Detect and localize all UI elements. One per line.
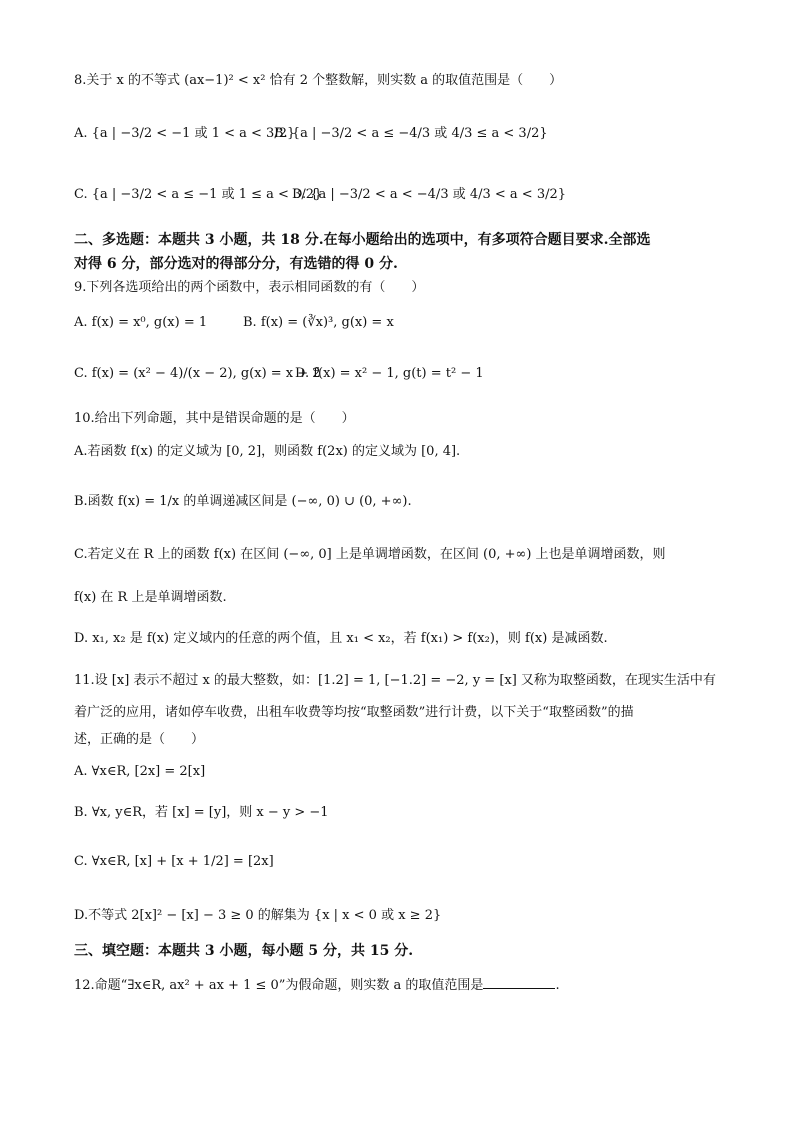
question-10-option-b: B.函数 f(x) = 1/x 的单调递减区间是 (−∞, 0) ∪ (0, +∞).: [74, 494, 412, 509]
question-8-option-b: B. {a | −3/2 < a ≤ −4/3 或 4/3 ≤ a < 3/2}: [274, 126, 548, 141]
question-11-option-d: D.不等式 2[x]² − [x] − 3 ≥ 0 的解集为 {x | x < 0 或 x ≥ 2}: [74, 908, 442, 923]
question-11-stem-line-1: 11.设 [x] 表示不超过 x 的最大整数，如：[1.2] = 1, [−1.2] = −2, y = [x] 又称为取整函数，在现实生活中有: [74, 673, 716, 688]
question-10-option-d: D. x₁, x₂ 是 f(x) 定义域内的任意的两个值，且 x₁ < x₂，若 f(x₁) > f(x₂)，则 f(x) 是减函数.: [74, 631, 608, 646]
question-12-line: [74, 974, 560, 996]
question-12-text: 12.命题“∃x∈R, ax² + ax + 1 ≤ 0”为假命题，则实数 a 的取值范围是: [74, 978, 484, 993]
question-10-option-c-line-2: f(x) 在 R 上是单调增函数.: [74, 590, 227, 605]
question-8-option-d: D. {a | −3/2 < a < −4/3 或 4/3 < a < 3/2}: [292, 187, 567, 202]
question-9-stem: 9.下列各选项给出的两个函数中，表示相同函数的有（ ）: [74, 280, 425, 295]
question-11-option-c: C. ∀x∈R, [x] + [x + 1/2] = [2x]: [74, 854, 274, 869]
question-11-option-b: B. ∀x, y∈R，若 [x] = [y]，则 x − y > −1: [74, 805, 329, 820]
question-11-option-a: A. ∀x∈R, [2x] = 2[x]: [74, 764, 206, 779]
question-12-answer-blank: [483, 974, 555, 989]
section-2-heading-line-2: 对得 6 分，部分选对的得部分分，有选错的得 0 分.: [74, 256, 398, 272]
question-10-option-a: A.若函数 f(x) 的定义域为 [0, 2]，则函数 f(2x) 的定义域为 [0, 4].: [74, 444, 461, 459]
question-9-option-c: C. f(x) = (x² − 4)/(x − 2), g(x) = x + 2: [74, 366, 321, 381]
question-12-period: .: [555, 978, 560, 993]
question-10-option-c-line-1: C.若定义在 R 上的函数 f(x) 在区间 (−∞, 0] 上是单调增函数，在区间 (0, +∞) 上也是单调增函数，则: [74, 547, 666, 562]
section-3-heading: 三、填空题：本题共 3 小题，每小题 5 分，共 15 分.: [74, 943, 414, 959]
question-9-option-d: D. f(x) = x² − 1, g(t) = t² − 1: [295, 366, 484, 381]
question-10-stem: 10.给出下列命题，其中是错误命题的是（ ）: [74, 411, 355, 426]
question-11-stem-line-2: 着广泛的应用，诸如停车收费，出租车收费等均按“取整函数”进行计费，以下关于“取整函数”的描: [74, 705, 634, 720]
question-9-option-b: B. f(x) = (∛x)³, g(x) = x: [243, 315, 394, 330]
question-8-option-a: A. {a | −3/2 < −1 或 1 < a < 3/2}: [74, 126, 296, 141]
question-9-option-a: A. f(x) = x⁰, g(x) = 1: [74, 315, 208, 330]
question-11-stem-line-3: 述，正确的是（ ）: [74, 732, 205, 747]
section-2-heading-line-1: 二、多选题：本题共 3 小题，共 18 分.在每小题给出的选项中，有多项符合题目要求.全部选: [74, 232, 651, 248]
question-8-option-c: C. {a | −3/2 < a ≤ −1 或 1 ≤ a < 3/2}: [74, 187, 323, 202]
question-8-stem: 8.关于 x 的不等式 (ax−1)² < x² 恰有 2 个整数解，则实数 a 的取值范围是（ ）: [74, 73, 563, 88]
